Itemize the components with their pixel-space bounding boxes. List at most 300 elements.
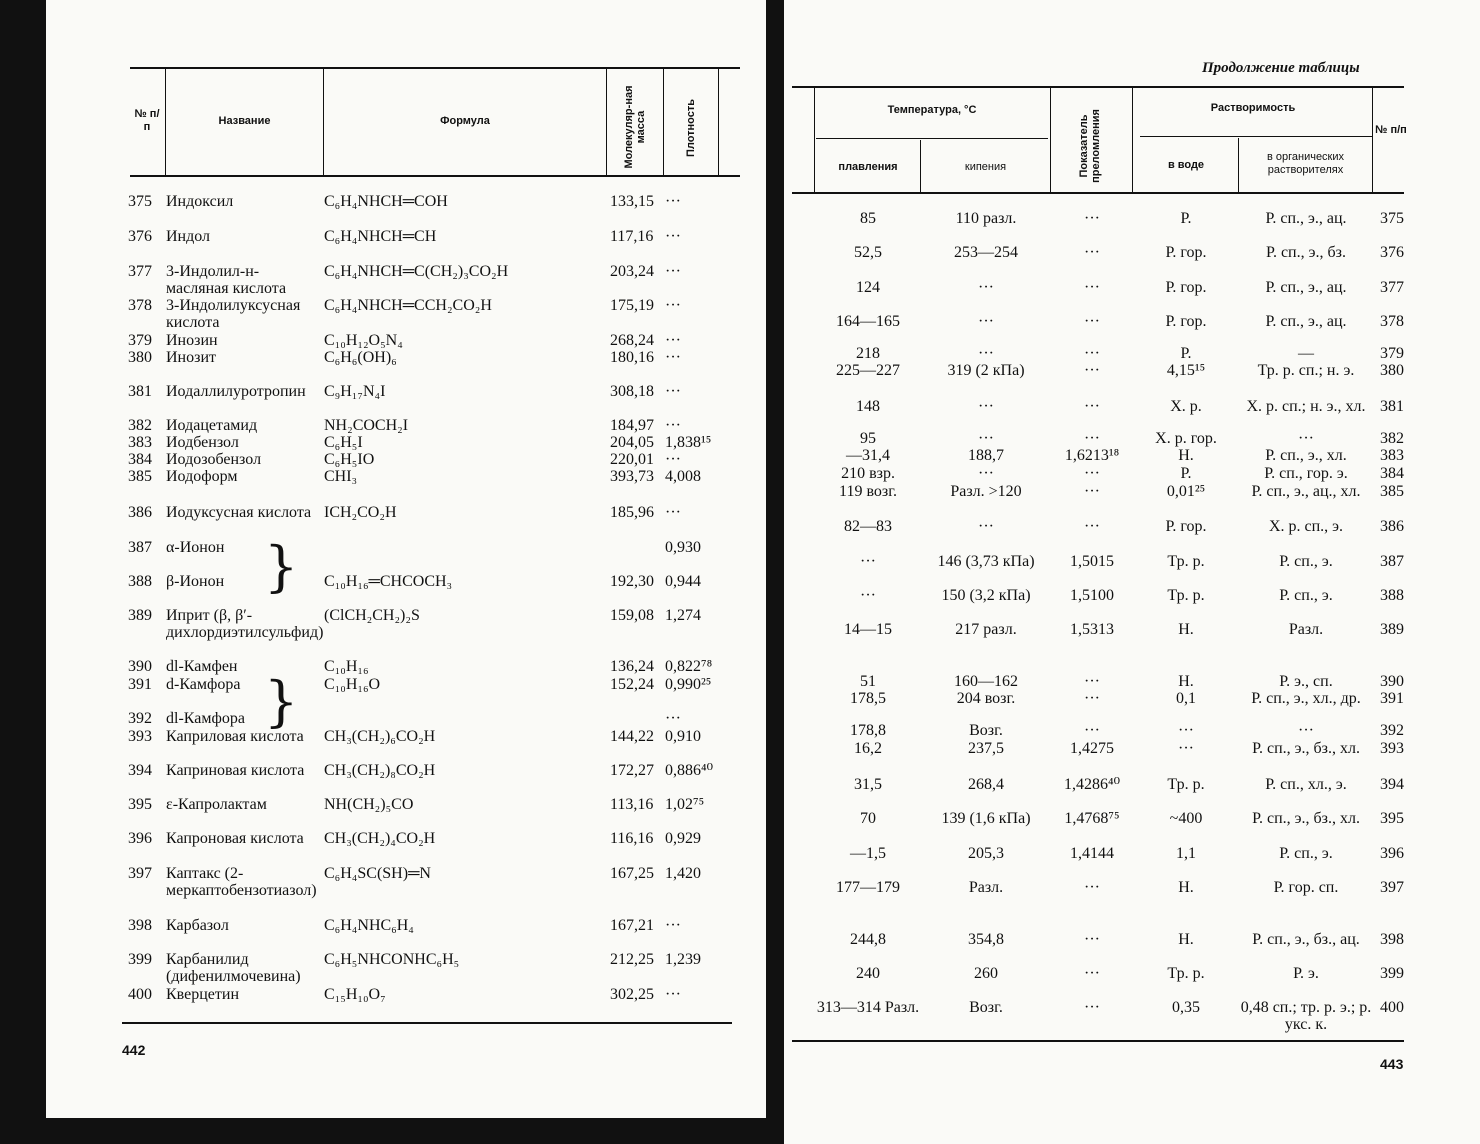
row-density: ···	[665, 297, 681, 314]
row-num: 383	[128, 434, 152, 451]
row-formula: C₆H₄NHCH═CH	[324, 228, 437, 245]
row-organic: Р. сп., гор. э.	[1264, 465, 1348, 482]
row-mass: 167,21	[610, 917, 654, 934]
row-water: Тр. р.	[1167, 553, 1205, 570]
row-num: 397	[128, 865, 152, 882]
row-num: 398	[128, 917, 152, 934]
row-mass: 152,24	[610, 676, 654, 693]
row-organic: —	[1298, 345, 1314, 362]
row-name: Капроновая кислота	[166, 830, 304, 847]
page-number-right: 443	[1380, 1056, 1404, 1072]
row-formula: C₆H₄NHCH═CCH₂CO₂H	[324, 297, 492, 314]
row-formula: CH₃(CH₂)₄CO₂H	[324, 830, 436, 847]
row-boiling: ···	[978, 345, 994, 362]
row-mass: 220,01	[610, 451, 654, 468]
row-organic: Х. р. сп., э.	[1268, 518, 1344, 535]
row-refraction: ···	[1084, 879, 1100, 896]
row-mass: 192,30	[610, 573, 654, 590]
row-name: β-Ионон	[166, 573, 225, 590]
row-melting: 51	[860, 673, 876, 690]
row-num: 380	[1380, 362, 1404, 379]
row-melting: 16,2	[854, 740, 882, 757]
row-mass: 172,27	[610, 762, 654, 779]
row-boiling: 204 возг.	[956, 690, 1016, 707]
col-divider	[1132, 88, 1133, 192]
row-name: Индоксил	[166, 193, 234, 210]
row-water: Р. гор.	[1165, 279, 1207, 296]
row-refraction: ···	[1084, 483, 1100, 500]
row-formula: CH₃(CH₂)₈CO₂H	[324, 762, 436, 779]
row-formula: C₆H₄NHCH═COH	[324, 193, 448, 210]
row-refraction: 1,4768⁷⁵	[1064, 810, 1120, 827]
row-num: 381	[128, 383, 152, 400]
brace-camphor: }	[264, 670, 299, 733]
row-name: Каприловая кислота	[166, 728, 304, 745]
row-boiling: ···	[978, 398, 994, 415]
row-formula: C₆H₄SC(SH)═N	[324, 865, 431, 882]
row-refraction: ···	[1084, 965, 1100, 982]
row-melting: 210 взр.	[841, 465, 895, 482]
row-mass: 393,73	[610, 468, 654, 485]
row-melting: 313—314 Разл.	[816, 999, 920, 1016]
row-mass: 185,96	[610, 504, 654, 521]
row-name: Кверцетин	[166, 986, 240, 1003]
row-boiling: 354,8	[968, 931, 1004, 948]
row-density: 0,990²⁵	[665, 676, 712, 693]
row-melting: ···	[860, 553, 876, 570]
row-formula: CHI₃	[324, 468, 358, 485]
row-formula: C₆H₄NHC₆H₄	[324, 917, 414, 934]
row-boiling: 139 (1,6 кПа)	[941, 810, 1031, 827]
row-density: ···	[665, 986, 681, 1003]
row-num: 387	[1380, 553, 1404, 570]
row-organic: 0,48 сп.; тр. р. э.; р. укс. к.	[1240, 999, 1372, 1033]
row-num: 375	[128, 193, 152, 210]
row-melting: 95	[860, 430, 876, 447]
row-water: ~400	[1169, 810, 1203, 827]
top-rule	[792, 86, 1404, 88]
row-formula: C₆H₅I	[324, 434, 363, 451]
row-organic: Р. сп., э., хл.	[1265, 447, 1347, 464]
row-density: ···	[665, 504, 681, 521]
row-organic: Р. сп., э.	[1279, 553, 1333, 570]
row-num: 379	[128, 332, 152, 349]
row-refraction: ···	[1084, 313, 1100, 330]
row-name: Иодацетамид	[166, 417, 258, 434]
row-name: Иприт (β, β′-дихлордиэтилсульфид)	[166, 607, 324, 641]
page-number-left: 442	[122, 1042, 146, 1058]
row-formula: C₁₀H₁₂O₅N₄	[324, 332, 403, 349]
row-num: 388	[128, 573, 152, 590]
row-num: 400	[128, 986, 152, 1003]
row-water: ···	[1178, 740, 1194, 757]
row-name: Каприновая кислота	[166, 762, 305, 779]
row-name: α-Ионон	[166, 539, 225, 556]
row-density: ···	[665, 263, 681, 280]
row-num: 384	[128, 451, 152, 468]
row-density: ···	[665, 193, 681, 210]
row-num: 382	[1380, 430, 1404, 447]
row-mass: 268,24	[610, 332, 654, 349]
row-organic: Тр. р. сп.; н. э.	[1257, 362, 1355, 379]
row-boiling: Возг.	[969, 999, 1003, 1016]
row-name: Иодоформ	[166, 468, 238, 485]
row-num: 392	[128, 710, 152, 727]
row-refraction: ···	[1084, 398, 1100, 415]
row-num: 396	[1380, 845, 1404, 862]
row-refraction: 1,4286⁴⁰	[1064, 776, 1120, 793]
row-boiling: 110 разл.	[955, 210, 1017, 227]
row-num: 378	[1380, 313, 1404, 330]
row-organic: Р. сп., э., бз., хл.	[1252, 740, 1360, 757]
row-name: 3-Индолилуксусная кислота	[166, 297, 301, 331]
row-water: Р. гор.	[1165, 313, 1207, 330]
header-num: № п/п	[1375, 124, 1407, 136]
row-water: Н.	[1178, 447, 1194, 464]
row-num: 379	[1380, 345, 1404, 362]
row-refraction: ···	[1084, 673, 1100, 690]
row-water: 0,1	[1176, 690, 1196, 707]
row-melting: 14—15	[844, 621, 892, 638]
left-page	[46, 0, 766, 1118]
col-divider	[718, 68, 719, 176]
row-water: Н.	[1178, 673, 1194, 690]
row-boiling: ···	[978, 518, 994, 535]
row-refraction: 1,5015	[1070, 553, 1114, 570]
row-density: 1,02⁷⁵	[665, 796, 705, 813]
header-mass: Молекуляр-ная масса	[623, 85, 647, 169]
row-name: d-Камфора	[166, 676, 241, 693]
row-refraction: ···	[1084, 210, 1100, 227]
row-density: ···	[665, 710, 681, 727]
row-melting: 225—227	[836, 362, 900, 379]
row-num: 393	[1380, 740, 1404, 757]
row-water: Р. гор.	[1165, 518, 1207, 535]
row-name: Индол	[166, 228, 211, 245]
row-organic: Р. сп., э.	[1279, 845, 1333, 862]
row-boiling: ···	[978, 313, 994, 330]
row-boiling: 217 разл.	[955, 621, 1017, 638]
row-boiling: 205,3	[968, 845, 1004, 862]
row-mass: 144,22	[610, 728, 654, 745]
row-water: ···	[1178, 722, 1194, 739]
row-density: 1,239	[665, 951, 701, 968]
row-refraction: ···	[1084, 465, 1100, 482]
row-name: Инозин	[166, 332, 218, 349]
row-num: 397	[1380, 879, 1404, 896]
row-melting: 178,5	[850, 690, 886, 707]
row-melting: 85	[860, 210, 876, 227]
row-density: ···	[665, 349, 681, 366]
row-num: 376	[128, 228, 152, 245]
row-density: 0,944	[665, 573, 701, 590]
row-num: 394	[128, 762, 152, 779]
row-mass: 203,24	[610, 263, 654, 280]
row-water: Р.	[1180, 345, 1192, 362]
row-num: 386	[1380, 518, 1404, 535]
row-melting: 124	[856, 279, 880, 296]
row-refraction: ···	[1084, 345, 1100, 362]
row-name: Иодозобензол	[166, 451, 262, 468]
row-water: 1,1	[1176, 845, 1196, 862]
row-formula: CH₃(CH₂)₆CO₂H	[324, 728, 436, 745]
row-num: 393	[128, 728, 152, 745]
row-name: dl-Камфен	[166, 658, 238, 675]
row-formula: ICH₂CO₂H	[324, 504, 397, 521]
row-water: 4,15¹⁵	[1166, 362, 1206, 379]
row-melting: 244,8	[850, 931, 886, 948]
row-water: 0,35	[1172, 999, 1200, 1016]
row-organic: Р. э., сп.	[1279, 673, 1333, 690]
row-num: 389	[128, 607, 152, 624]
row-organic: ···	[1298, 430, 1314, 447]
row-organic: Р. сп., э., ац., хл.	[1251, 483, 1361, 500]
top-rule	[130, 67, 740, 69]
row-density: 0,929	[665, 830, 701, 847]
row-formula: C₁₀H₁₆O	[324, 676, 381, 693]
row-boiling: 319 (2 кПа)	[947, 362, 1025, 379]
row-refraction: ···	[1084, 722, 1100, 739]
row-organic: Р. гор. сп.	[1273, 879, 1339, 896]
row-water: Н.	[1178, 931, 1194, 948]
row-organic: Р. сп., э., бз., ац.	[1252, 931, 1360, 948]
row-name: dl-Камфора	[166, 710, 245, 727]
row-num: 392	[1380, 722, 1404, 739]
row-mass: 212,25	[610, 951, 654, 968]
row-water: Х. р.	[1170, 398, 1202, 415]
row-formula: C₆H₆(OH)₆	[324, 349, 397, 366]
row-refraction: ···	[1084, 999, 1100, 1016]
row-num: 388	[1380, 587, 1404, 604]
row-organic: Р. сп., э., бз.	[1266, 244, 1346, 261]
row-mass: 136,24	[610, 658, 654, 675]
row-density: 4,008	[665, 468, 701, 485]
row-mass: 116,16	[610, 830, 654, 847]
row-organic: Р. сп., э., ац.	[1265, 210, 1347, 227]
row-boiling: 237,5	[968, 740, 1004, 757]
row-melting: 148	[856, 398, 880, 415]
row-water: Тр. р.	[1167, 587, 1205, 604]
row-density: 1,838¹⁵	[665, 434, 712, 451]
row-name: Иодуксусная кислота	[166, 504, 312, 521]
row-organic: Разл.	[1288, 621, 1324, 638]
row-density: 0,930	[665, 539, 701, 556]
row-melting: 178,8	[850, 722, 886, 739]
row-mass: 159,08	[610, 607, 654, 624]
row-melting: 164—165	[836, 313, 900, 330]
row-num: 399	[128, 951, 152, 968]
row-num: 391	[128, 676, 152, 693]
row-formula: C₁₀H₁₆	[324, 658, 369, 675]
row-num: 378	[128, 297, 152, 314]
row-organic: ···	[1298, 722, 1314, 739]
row-refraction: 1,4275	[1070, 740, 1114, 757]
row-organic: Р. сп., э., ац.	[1265, 279, 1347, 296]
header-refraction: Показатель преломления	[1078, 109, 1102, 183]
row-mass: 167,25	[610, 865, 654, 882]
row-num: 384	[1380, 465, 1404, 482]
row-num: 396	[128, 830, 152, 847]
row-num: 387	[128, 539, 152, 556]
row-melting: 218	[856, 345, 880, 362]
row-name: Иодаллилуротропин	[166, 383, 306, 400]
row-num: 399	[1380, 965, 1404, 982]
row-num: 377	[1380, 279, 1404, 296]
row-name: Карбанилид (дифенилмочевина)	[166, 951, 301, 985]
row-organic: Р. сп., э.	[1279, 587, 1333, 604]
row-boiling: 268,4	[968, 776, 1004, 793]
row-num: 386	[128, 504, 152, 521]
row-water: Р.	[1180, 465, 1192, 482]
row-num: 395	[1380, 810, 1404, 827]
row-num: 389	[1380, 621, 1404, 638]
row-melting: 240	[856, 965, 880, 982]
row-mass: 204,05	[610, 434, 654, 451]
header-temperature: Температура, °C	[887, 104, 977, 116]
row-water: Н.	[1178, 879, 1194, 896]
row-organic: Р. э.	[1293, 965, 1319, 982]
row-refraction: ···	[1084, 244, 1100, 261]
row-formula: C₆H₅NHCONHC₆H₅	[324, 951, 460, 968]
row-mass: 175,19	[610, 297, 654, 314]
row-mass: 184,97	[610, 417, 654, 434]
row-refraction: ···	[1084, 362, 1100, 379]
row-name: Инозит	[166, 349, 216, 366]
row-boiling: 146 (3,73 кПа)	[937, 553, 1035, 570]
row-melting: 119 возг.	[839, 483, 897, 500]
row-refraction: ···	[1084, 518, 1100, 535]
row-mass: 133,15	[610, 193, 654, 210]
row-formula: NH₂COCH₂I	[324, 417, 409, 434]
col-divider	[663, 68, 664, 176]
header-num: № п/п	[134, 108, 160, 133]
row-refraction: 1,5313	[1070, 621, 1114, 638]
continuation-caption: Продолжение таблицы	[1202, 60, 1360, 76]
row-water: Н.	[1178, 621, 1194, 638]
row-boiling: 150 (3,2 кПа)	[941, 587, 1031, 604]
col-divider	[1050, 88, 1051, 192]
col-divider	[606, 68, 607, 176]
header-water: в воде	[1167, 159, 1205, 171]
row-mass: 302,25	[610, 986, 654, 1003]
row-num: 385	[1380, 483, 1404, 500]
row-boiling: 260	[974, 965, 998, 982]
row-water: Тр. р.	[1167, 965, 1205, 982]
row-water: 0,01²⁵	[1166, 483, 1206, 500]
row-melting: ···	[860, 587, 876, 604]
row-density: ···	[665, 451, 681, 468]
row-density: 1,274	[665, 607, 701, 624]
col-divider	[1372, 88, 1373, 192]
row-num: 380	[128, 349, 152, 366]
col-divider	[814, 88, 815, 192]
bottom-rule	[792, 1040, 1404, 1042]
row-num: 385	[128, 468, 152, 485]
row-melting: —31,4	[846, 447, 890, 464]
row-organic: Р. сп., э., бз., хл.	[1252, 810, 1360, 827]
row-boiling: 188,7	[968, 447, 1004, 464]
row-num: 400	[1380, 999, 1404, 1016]
row-formula: C₆H₄NHCH═C(CH₂)₃CO₂H	[324, 263, 509, 280]
row-boiling: Разл. >120	[950, 483, 1022, 500]
row-name: 3-Индолил-н-масляная кислота	[166, 263, 287, 297]
row-refraction: 1,4144	[1070, 845, 1114, 862]
row-boiling: Разл.	[968, 879, 1004, 896]
row-density: ···	[665, 417, 681, 434]
row-refraction: 1,5100	[1070, 587, 1114, 604]
row-density: ···	[665, 228, 681, 245]
bottom-rule	[122, 1022, 732, 1024]
row-water: Х. р. гор.	[1155, 430, 1217, 447]
row-refraction: ···	[1084, 931, 1100, 948]
row-name: ε-Капролактам	[166, 796, 267, 813]
row-melting: —1,5	[850, 845, 886, 862]
row-density: ···	[665, 917, 681, 934]
header-solubility: Растворимость	[1210, 102, 1296, 114]
row-melting: 70	[860, 810, 876, 827]
row-boiling: ···	[978, 279, 994, 296]
row-num: 375	[1380, 210, 1404, 227]
row-organic: Р. сп., хл., э.	[1265, 776, 1347, 793]
row-boiling: 160—162	[954, 673, 1018, 690]
row-formula: C₁₀H₁₆═CHCOCH₃	[324, 573, 453, 590]
row-organic: Х. р. сп.; н. э., хл.	[1246, 398, 1366, 415]
row-refraction: 1,6213¹⁸	[1064, 447, 1120, 464]
row-melting: 31,5	[854, 776, 882, 793]
row-melting: 52,5	[854, 244, 882, 261]
row-water: Р.	[1180, 210, 1192, 227]
row-organic: Р. сп., э., хл., др.	[1251, 690, 1361, 707]
row-density: ···	[665, 332, 681, 349]
row-name: Карбазол	[166, 917, 229, 934]
row-num: 376	[1380, 244, 1404, 261]
row-mass: 117,16	[610, 228, 654, 245]
row-num: 382	[128, 417, 152, 434]
row-num: 391	[1380, 690, 1404, 707]
row-water: Р. гор.	[1165, 244, 1207, 261]
header-organic: в органических растворителях	[1266, 151, 1345, 176]
row-num: 390	[128, 658, 152, 675]
row-num: 394	[1380, 776, 1404, 793]
header-formula: Формула	[440, 115, 490, 127]
row-refraction: ···	[1084, 279, 1100, 296]
row-formula: NH(CH₂)₅CO	[324, 796, 414, 813]
sol-subrule	[1140, 136, 1372, 137]
row-formula: C₆H₅IO	[324, 451, 375, 468]
row-mass: 180,16	[610, 349, 654, 366]
row-boiling: 253—254	[954, 244, 1018, 261]
row-boiling: Возг.	[969, 722, 1003, 739]
row-num: 398	[1380, 931, 1404, 948]
row-water: Тр. р.	[1167, 776, 1205, 793]
row-boiling: ···	[978, 465, 994, 482]
header-density: Плотность	[685, 98, 697, 158]
row-density: 1,420	[665, 865, 701, 882]
row-mass: 113,16	[610, 796, 654, 813]
row-formula: C₉H₁₇N₄I	[324, 383, 386, 400]
row-organic: Р. сп., э., ац.	[1265, 313, 1347, 330]
row-num: 395	[128, 796, 152, 813]
row-num: 390	[1380, 673, 1404, 690]
row-name: Иодбензол	[166, 434, 239, 451]
row-mass: 308,18	[610, 383, 654, 400]
row-density: 0,910	[665, 728, 701, 745]
header-melting: плавления	[838, 161, 898, 173]
row-boiling: ···	[978, 430, 994, 447]
right-page	[784, 0, 1480, 1144]
row-density: ···	[665, 383, 681, 400]
row-melting: 177—179	[836, 879, 900, 896]
